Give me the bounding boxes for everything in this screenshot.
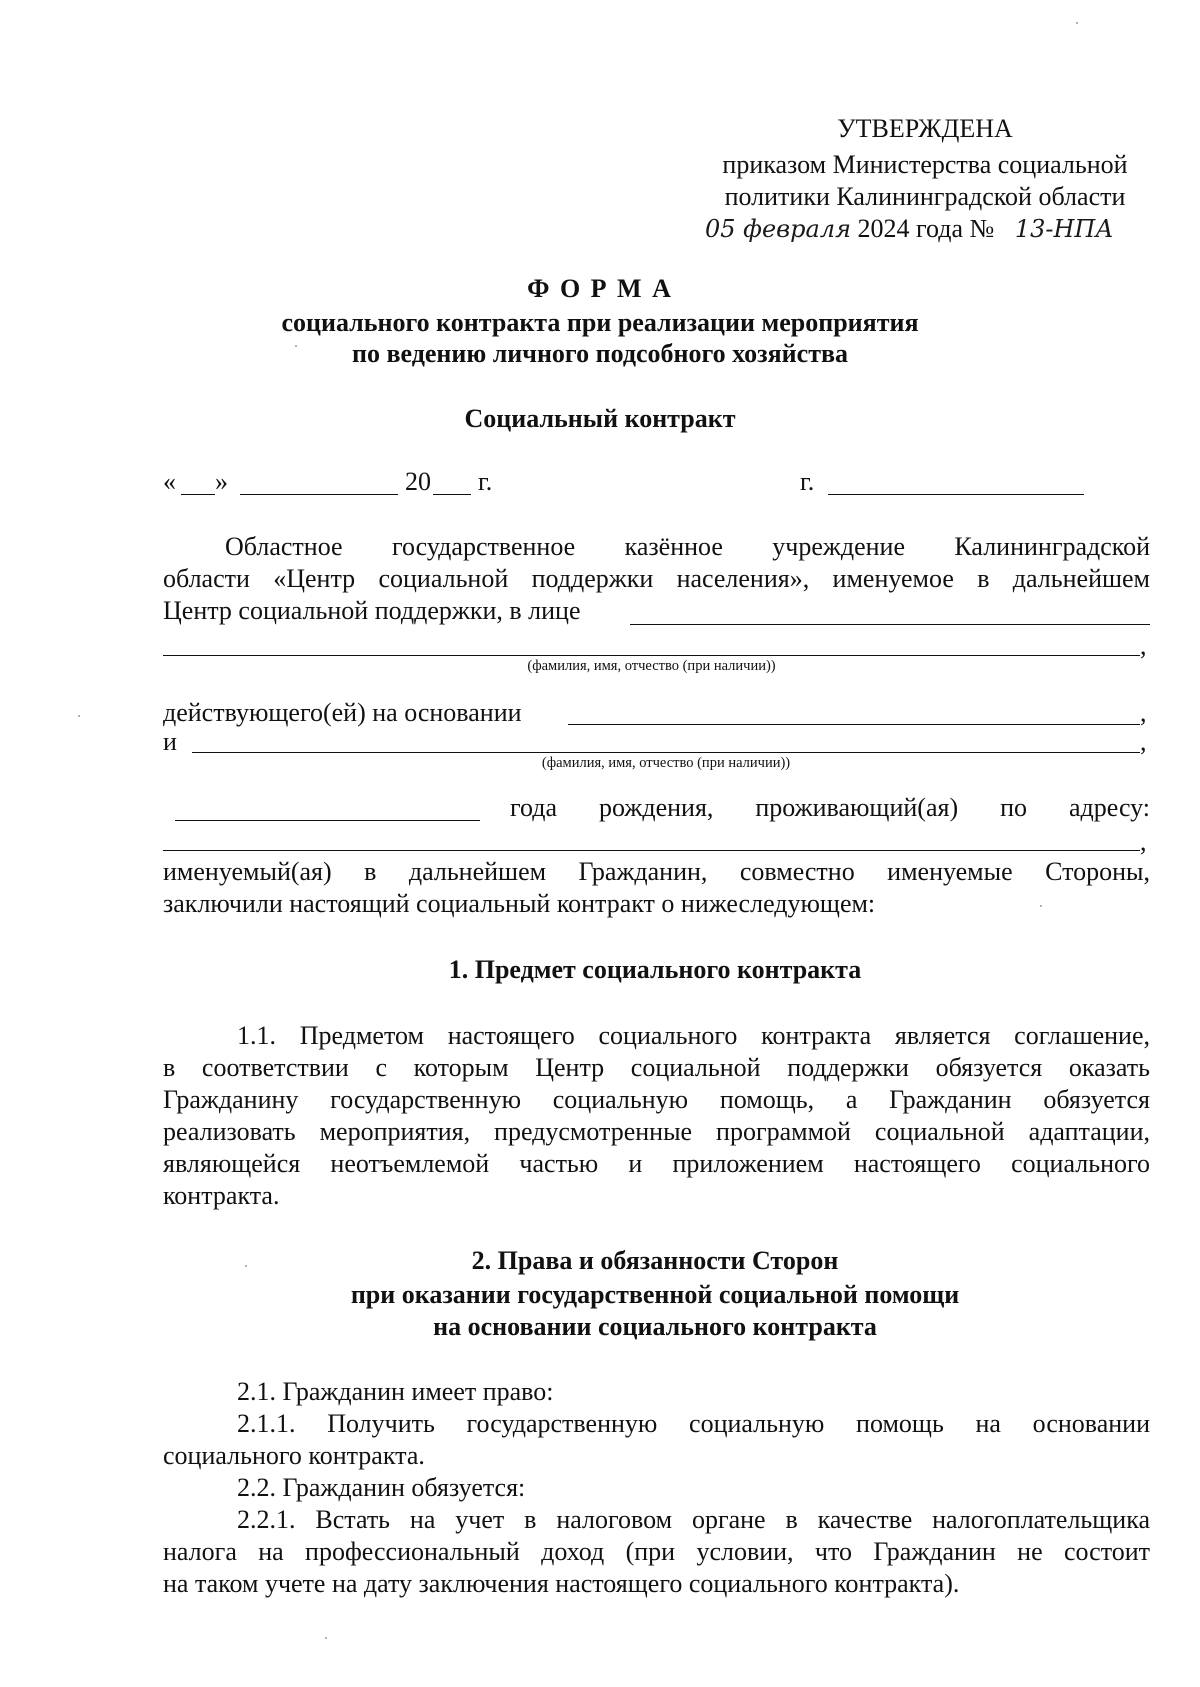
section-1-line-4: реализовать мероприятия, предусмотренные программой социальной адаптации, [163,1117,1150,1146]
form-subtitle-2: по ведению личного подсобного хозяйства [351,339,849,368]
address-field[interactable] [163,850,1140,851]
section-1-line-1: 1.1. Предметом настоящего социального контракта является соглашение, [237,1021,1150,1050]
and-label: и [163,727,177,756]
representative-name-field-2[interactable] [163,655,1140,656]
representative-name-field[interactable] [630,624,1150,625]
city-field[interactable] [828,494,1084,495]
comma-1: , [1140,631,1147,660]
approval-line-1: приказом Министерства социальной [722,150,1128,179]
scan-speck [295,345,297,347]
section-1-line-2: в соответствии с которым Центр социальной поддержки обязуется оказать [163,1053,1150,1082]
approval-title: УТВЕРЖДЕНА [837,114,1013,143]
intro-line-1: Областное государственное казённое учреждение Калининградской [225,532,1151,561]
approval-date-row [705,213,1114,245]
scan-speck [325,1637,327,1639]
named-line-2: заключили настоящий социальный контракт о нижеследующем: [163,889,876,918]
handwritten-number: 13-НПА [1014,215,1114,243]
scan-speck [1040,905,1042,907]
intro-line-2: области «Центр социальной поддержки населения», именуемое в дальнейшем [163,564,1150,593]
section-1-line-5: являющейся неотъемлемой частью и приложением настоящего социального [163,1149,1150,1178]
item-2-1: 2.1. Гражданин имеет право: [237,1377,554,1406]
section-2-title-2: при оказании государственной социальной помощи [350,1280,960,1309]
contract-title: Социальный контракт [464,404,736,433]
city-prefix: г. [800,467,815,496]
fio-caption-1: (фамилия, имя, отчество (при наличии)) [527,658,776,674]
item-2-1-1-line-1: 2.1.1. Получить государственную социальную помощь на основании [237,1409,1150,1438]
date-open-quote: « [163,467,176,496]
item-2-1-1-line-2: социального контракта. [163,1441,425,1470]
approval-line-2: политики Калининградской области [724,182,1126,211]
approval-date-printed: 2024 года № [857,214,995,243]
year-field[interactable] [433,494,471,495]
scan-speck [1076,22,1078,24]
form-title: Ф О Р М А [527,274,673,303]
citizen-name-field[interactable] [192,752,1140,753]
form-subtitle-1: социального контракта при реализации мероприятия [281,308,919,337]
year-prefix: 20 [405,467,431,496]
comma-2: , [1140,698,1147,727]
item-2-2-1-line-3: на таком учете на дату заключения настоящего социального контракта). [163,1569,960,1598]
year-suffix: г. [478,467,493,496]
section-2-title-1: 2. Права и обязанности Сторон [471,1246,839,1275]
acting-label: действующего(ей) на основании [163,698,522,727]
date-close-quote: » [215,467,228,496]
scan-speck [245,1265,247,1267]
section-1-title: 1. Предмет социального контракта [448,955,862,984]
section-2-title-3: на основании социального контракта [433,1312,877,1341]
section-1-line-6: контракта. [163,1181,280,1210]
birth-year-field[interactable] [175,820,480,821]
section-1-line-3: Гражданину государственную социальную помощь, а Гражданин обязуется [163,1085,1150,1114]
intro-line-3: Центр социальной поддержки, в лице [163,596,581,625]
day-field[interactable] [181,494,215,495]
item-2-2-1-line-1: 2.2.1. Встать на учет в налоговом органе в качестве налогоплательщика [237,1505,1150,1534]
basis-field[interactable] [568,724,1140,725]
month-field[interactable] [240,494,398,495]
item-2-2-1-line-2: налога на профессиональный доход (при условии, что Гражданин не состоит [163,1537,1150,1566]
handwritten-date: 05 февраля [705,215,851,243]
comma-3: , [1140,727,1147,756]
birth-address-row: года рождения, проживающий(ая) по адресу: [510,793,1151,822]
named-line-1: именуемый(ая) в дальнейшем Гражданин, совместно именуемые Стороны, [163,857,1150,886]
item-2-2: 2.2. Гражданин обязуется: [237,1473,526,1502]
fio-caption-2: (фамилия, имя, отчество (при наличии)) [541,755,791,771]
comma-4: , [1140,827,1147,856]
scan-speck [78,715,80,717]
